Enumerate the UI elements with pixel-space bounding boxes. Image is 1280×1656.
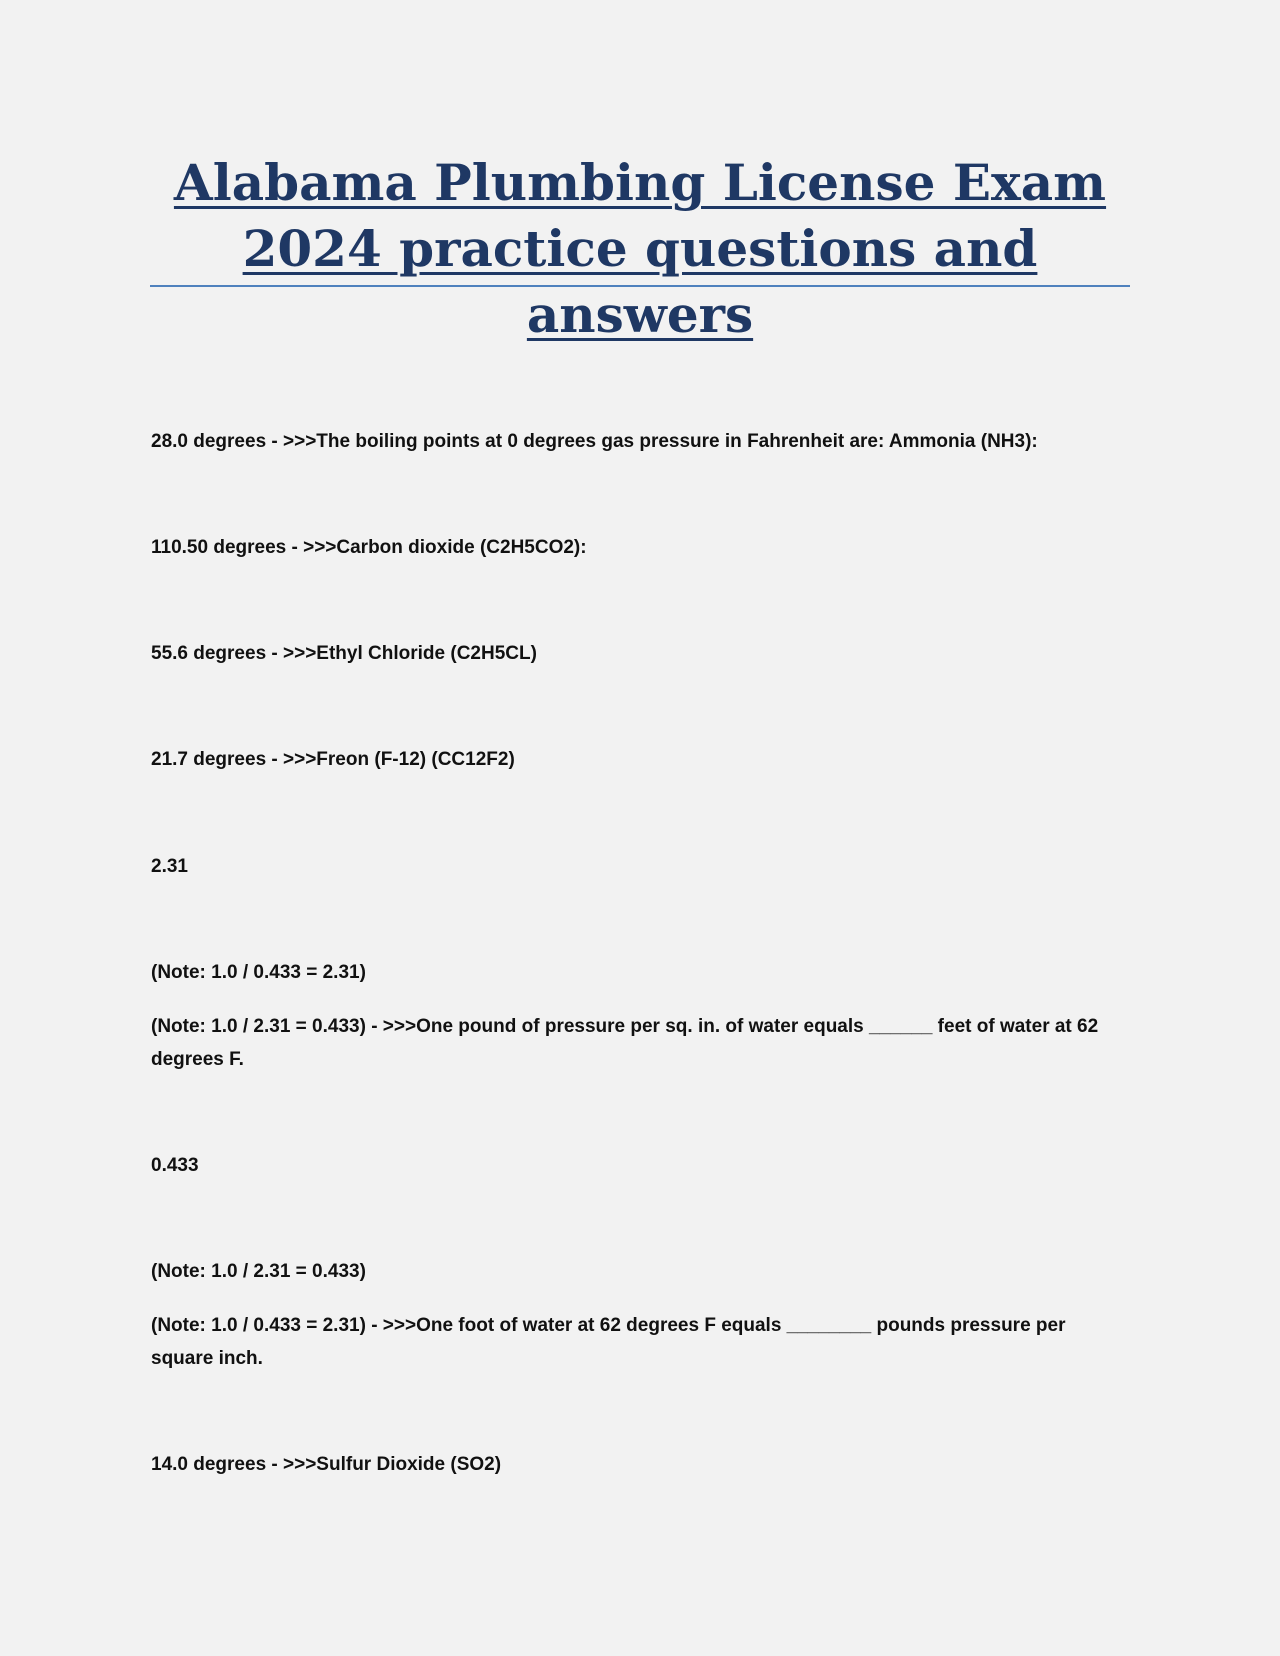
paragraph-freon: 21.7 degrees - >>>Freon (F-12) (CC12F2) bbox=[151, 749, 515, 770]
paragraph-carbon-dioxide: 110.50 degrees - >>>Carbon dioxide (C2H5CO2): bbox=[151, 537, 587, 558]
title-divider bbox=[150, 285, 1130, 287]
paragraph-ammonia: 28.0 degrees - >>>The boiling points at 0 degrees gas pressure in Fahrenheit are: Ammonia (NH3): bbox=[151, 431, 1038, 452]
title-line-1: Alabama Plumbing License Exam bbox=[173, 153, 1107, 212]
paragraph-question-pounds-pressure: (Note: 1.0 / 0.433 = 2.31) - >>>One foot of water at 62 degrees F equals ________ pounds pressure per square inch. bbox=[151, 1315, 1066, 1369]
paragraph-sulfur-dioxide: 14.0 degrees - >>>Sulfur Dioxide (SO2) bbox=[151, 1454, 502, 1475]
paragraph-question-feet-of-water: (Note: 1.0 / 2.31 = 0.433) - >>>One pound of pressure per sq. in. of water equals ______ feet of water at 62 degrees F. bbox=[151, 1016, 1099, 1070]
paragraph-ethyl-chloride: 55.6 degrees - >>>Ethyl Chloride (C2H5CL) bbox=[151, 643, 537, 664]
paragraph-note-2: (Note: 1.0 / 2.31 = 0.433) bbox=[151, 1261, 366, 1282]
paragraph-answer-0-433: 0.433 bbox=[151, 1155, 199, 1176]
paragraph-note-1: (Note: 1.0 / 0.433 = 2.31) bbox=[151, 962, 366, 983]
title-line-2: 2024 practice questions and answers bbox=[242, 219, 1038, 344]
document-title bbox=[150, 150, 1130, 348]
paragraph-answer-2-31: 2.31 bbox=[151, 856, 188, 877]
